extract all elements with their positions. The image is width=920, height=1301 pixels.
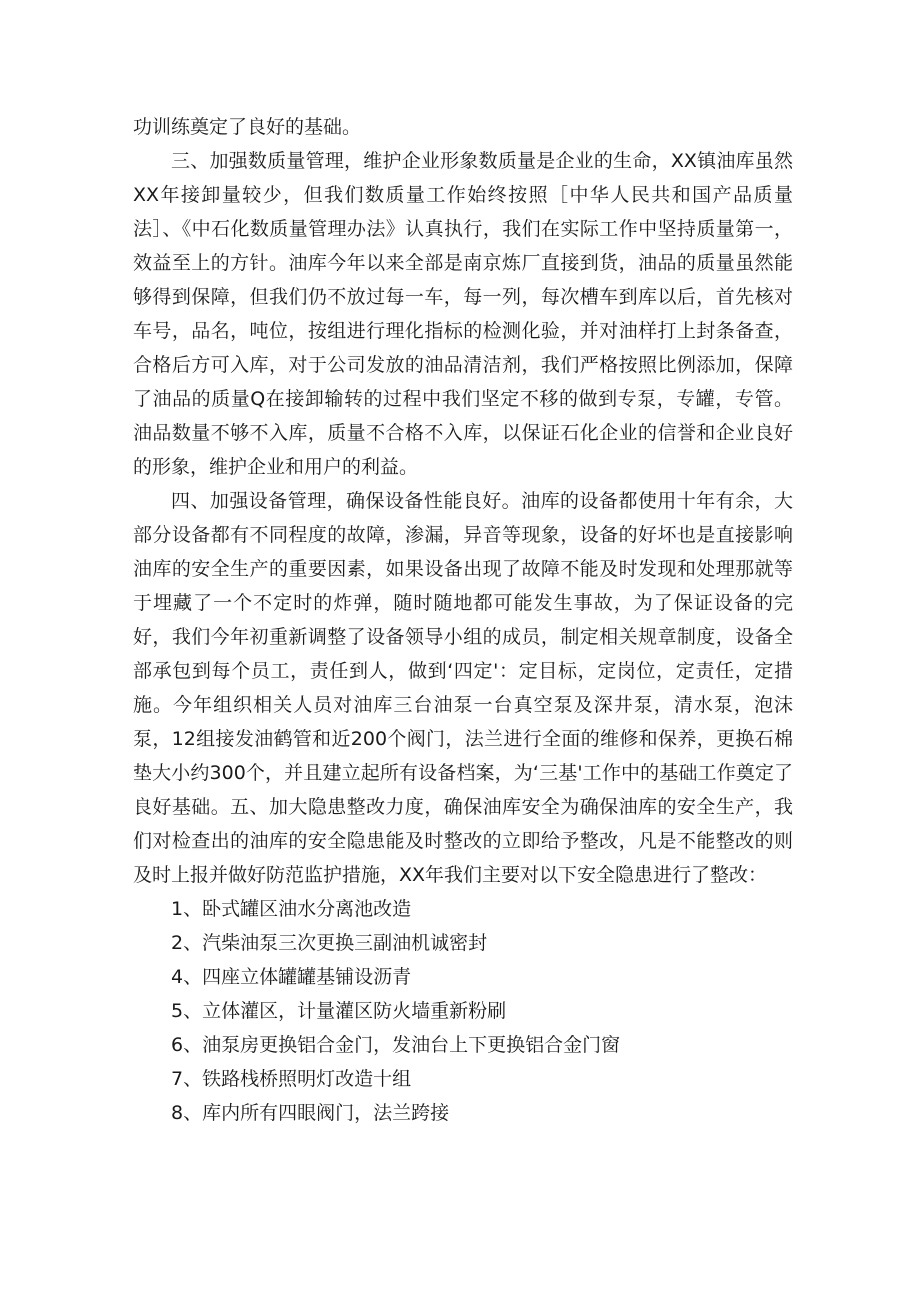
- list-item: 7、铁路栈桥照明灯改造十组: [171, 1068, 412, 1090]
- list-item: 5、立体灌区，计量灌区防火墙重新粉刷: [171, 1000, 507, 1022]
- paragraph-equipment-management: 四、加强设备管理，确保设备性能良好。油库的设备都使用十年有余，大部分设备都有不同程度的故障，渗漏，异音等现象，设备的好坏也是直接影响油库的安全生产的重要因素，如果设备出现了故障不能及时发现和处理那就等于埋藏了一个不定时的炸弹，随时随地都可能发生事故，为了保证设备的完好，我们今年初重新调整了设备领导小组的成员，制定相关规章制度，设备全部承包到每个员工，责任到人，做到‘四定'：定目标，定岗位，定责任，定措施。今年组织相关人员对油库三台油泵一台真空泵及深井泵，清水泵，泡沫泵，12组接发油鹤管和近200个阀门，法兰进行全面的维修和保养，更换石棉垫大小约300个，并且建立起所有设备档案，为‘三基'工作中的基础工作奠定了良好基础。五、加大隐患整改力度，确保油库安全为确保油库的安全生产，我们对检查出的油库的安全隐患能及时整改的立即给予整改，凡是不能整改的则及时上报并做好防范监护措施，XX年我们主要对以下安全隐患进行了整改：: [133, 490, 793, 886]
- list-item: 4、四座立体罐罐基铺设沥青: [171, 966, 412, 988]
- document-body: [133, 110, 793, 1130]
- list-item: 8、库内所有四眼阀门，法兰跨接: [171, 1102, 450, 1124]
- paragraph-quality-management: 三、加强数质量管理，维护企业形象数质量是企业的生命，XX镇油库虽然XX年接卸量较少，但我们数质量工作始终按照［中华人民共和国产品质量法］、《中石化数质量管理办法》认真执行，我们在实际工作中坚持质量第一，效益至上的方针。油库今年以来全部是南京炼厂直接到货，油品的质量虽然能够得到保障，但我们仍不放过每一车，每一列，每次槽车到库以后，首先核对车号，品名，吨位，按组进行理化指标的检测化验，并对油样打上封条备查，合格后方可入库，对于公司发放的油品清洁剂，我们严格按照比例添加，保障了油品的质量Q在接卸输转的过程中我们坚定不移的做到专泵，专罐，专管。油品数量不够不入库，质量不合格不入库，以保证石化企业的信誉和企业良好的形象，维护企业和用户的利益。: [133, 150, 793, 478]
- paragraph-continuation: 功训练奠定了良好的基础。: [133, 116, 362, 138]
- list-item: 2、汽柴油泵三次更换三副油机诚密封: [171, 932, 488, 954]
- rectification-list: [133, 892, 793, 1130]
- list-item: 1、卧式罐区油水分离池改造: [171, 898, 412, 920]
- list-item: 6、油泵房更换铝合金门，发油台上下更换铝合金门窗: [171, 1034, 621, 1056]
